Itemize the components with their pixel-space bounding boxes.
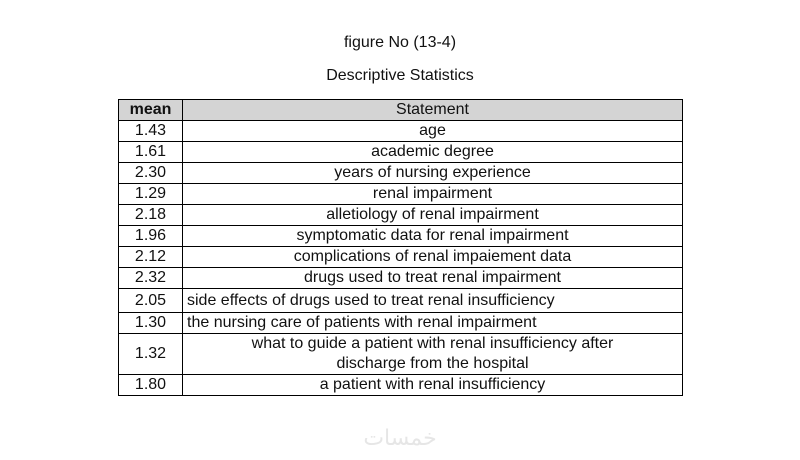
table-subtitle: Descriptive Statistics: [326, 67, 474, 84]
statement-cell: academic degree: [183, 142, 683, 163]
table-header-row: [119, 100, 683, 121]
mean-cell: 2.30: [119, 163, 183, 184]
table-row: [119, 375, 683, 396]
statement-cell: a patient with renal insufficiency: [183, 375, 683, 396]
mean-cell: 2.32: [119, 268, 183, 289]
mean-cell: 1.61: [119, 142, 183, 163]
table-row: [119, 313, 683, 334]
table-row: [119, 268, 683, 289]
statement-cell: the nursing care of patients with renal impairment: [183, 313, 683, 334]
table-row: [119, 226, 683, 247]
table-row: [119, 184, 683, 205]
table-row: [119, 334, 683, 375]
mean-cell: 1.43: [119, 121, 183, 142]
table-row: [119, 142, 683, 163]
statement-cell: symptomatic data for renal impairment: [183, 226, 683, 247]
table-row: [119, 205, 683, 226]
mean-cell: 1.96: [119, 226, 183, 247]
watermark-logo: خمسات: [363, 426, 437, 451]
mean-cell: 1.29: [119, 184, 183, 205]
mean-cell: 2.05: [119, 289, 183, 313]
statement-cell: age: [183, 121, 683, 142]
statement-cell: years of nursing experience: [183, 163, 683, 184]
statement-cell: renal impairment: [183, 184, 683, 205]
mean-cell: 1.80: [119, 375, 183, 396]
header-statement: Statement: [183, 100, 683, 121]
mean-cell: 1.30: [119, 313, 183, 334]
table-row: [119, 247, 683, 268]
mean-cell: 2.12: [119, 247, 183, 268]
table-row: [119, 289, 683, 313]
table-row: [119, 163, 683, 184]
mean-cell: 1.32: [119, 334, 183, 375]
figure-title: figure No (13-4): [343, 34, 457, 51]
statement-cell: what to guide a patient with renal insufficiency after discharge from the hospital: [183, 334, 683, 375]
statement-cell: drugs used to treat renal impairment: [183, 268, 683, 289]
statement-cell: alletiology of renal impairment: [183, 205, 683, 226]
statement-cell: complications of renal impaiement data: [183, 247, 683, 268]
statement-cell: side effects of drugs used to treat renal insufficiency: [183, 289, 683, 313]
header-mean: mean: [119, 100, 183, 121]
descriptive-statistics-table: [118, 99, 683, 396]
table-row: [119, 121, 683, 142]
mean-cell: 2.18: [119, 205, 183, 226]
